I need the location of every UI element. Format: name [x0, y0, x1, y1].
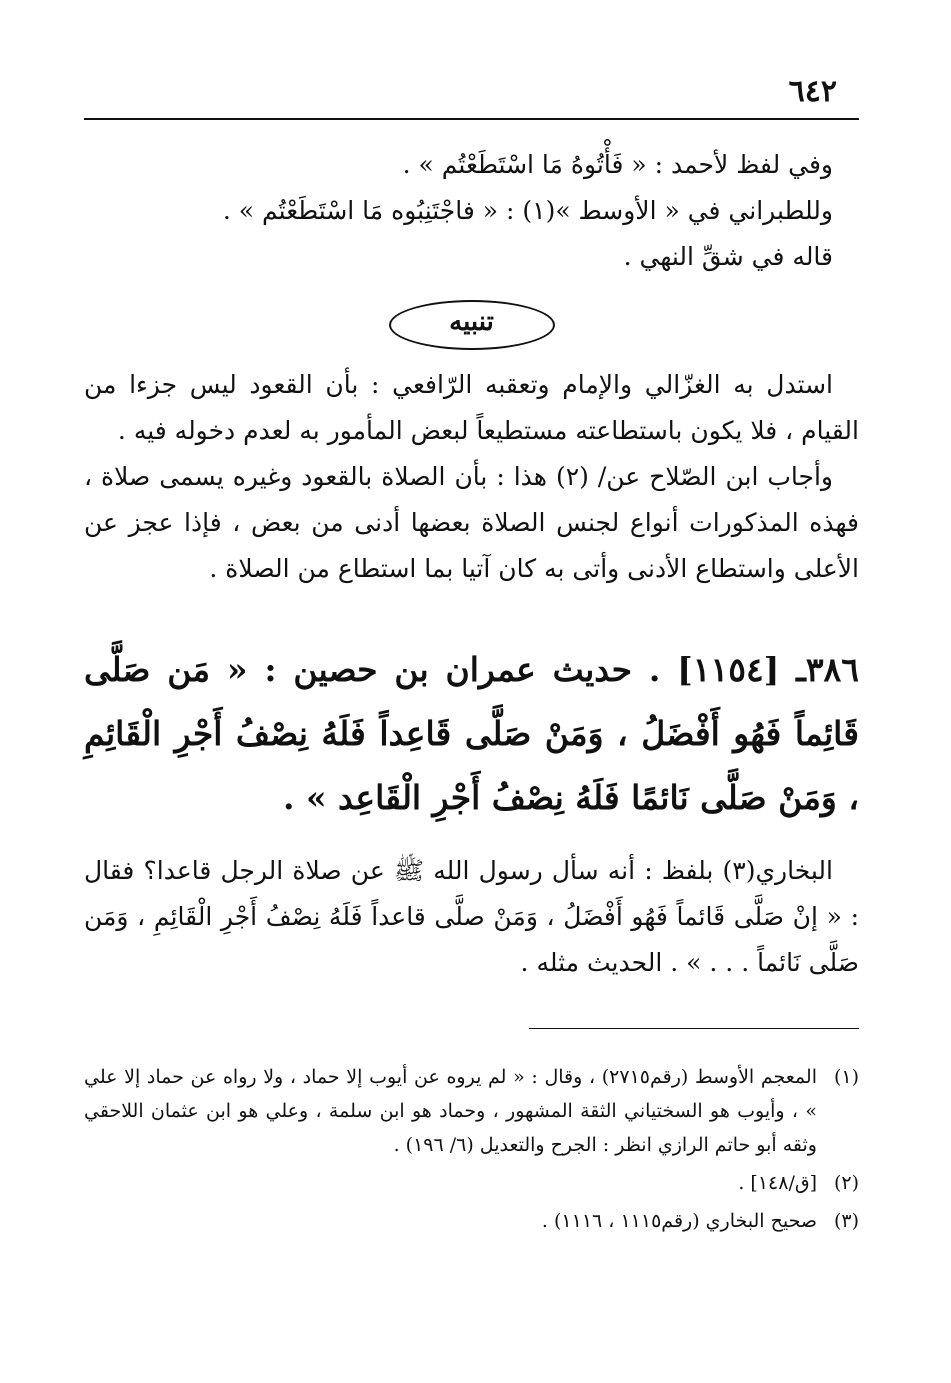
paragraph-ahmad: وفي لفظ لأحمد : « فَأْتُوهُ مَا اسْتَطَعْتُم » . [402, 150, 833, 179]
footnote-item [84, 1204, 859, 1238]
paragraph-ghazali: استدل به الغزّالي والإمام وتعقبه الرّافعي : بأن القعود ليس جزءا من القيام ، فلا يكون باستطاعته مستطيعاً لبعض المأمور به لعدم دخوله فيه . [84, 370, 859, 445]
book-page [84, 60, 859, 1360]
paragraph-bukhari: البخاري(٣) بلفظ : أنه سأل رسول الله ﷺ عن صلاة الرجل قاعدا؟ فقال : « إنْ صَلَّى قَائماً فَهُو أَفْضَلُ ، وَمَنْ صلَّى قاعداً فَلَهُ نِصْفُ أَجْرِ الْقَائِمِ ، وَمَن صَلَّى نَائماً . . . » . الحديث مثله . [84, 856, 859, 977]
footnote-text: [ق/١٤٨] . [738, 1172, 817, 1194]
footnote-text: صحيح البخاري (رقم١١١٥ ، ١١١٦) . [541, 1210, 817, 1232]
paragraph-tabarani: وللطبراني في « الأوسط »(١) : « فاجْتَنِبُوه مَا اسْتَطَعْتُم » . [222, 196, 833, 225]
section-heading-wrapper [84, 300, 859, 350]
paragraph-ibn-salah: وأجاب ابن الصّلاح عن/ (٢) هذا : بأن الصلاة بالقعود وغيره يسمى صلاة ، فهذه المذكورات أنواع لجنس الصلاة بعضها أدنى من بعض ، فإذا عجز عن الأعلى واستطاع الأدنى وأتى به كان آتيا بما استطاع من الصلاة . [84, 462, 859, 583]
footnote-item [84, 1166, 859, 1200]
footnote-number: (٣) [833, 1210, 859, 1232]
header-rule [84, 118, 859, 120]
footnote-rule [529, 1028, 859, 1029]
top-text-block [84, 142, 859, 280]
footnote-number: (٢) [833, 1172, 859, 1194]
paragraph-nahy: قاله في شقِّ النهي . [623, 242, 833, 271]
bukhari-text-block [84, 848, 859, 986]
hadith-text: ٣٨٦ـ [١١٥٤] . حديث عمران بن حصين : « مَن صَلَّى قَائِماً فَهُو أَفْضَلُ ، وَمَنْ صَلَّى قَاعِداً فَلَهُ نِصْفُ أَجْرِ الْقَائِمِ ، وَمَنْ صَلَّى نَائمًا فَلَهُ نِصْفُ أَجْرِ الْقَاعِد » . [84, 650, 859, 817]
footnote-item [84, 1060, 859, 1162]
section-heading: تنبيه [389, 300, 555, 350]
footnotes-block [84, 1060, 859, 1242]
footnote-number: (١) [833, 1066, 859, 1088]
page-number: ٦٤٢ [788, 74, 837, 109]
footnote-text: المعجم الأوسط (رقم٢٧١٥) ، وقال : « لم يروه عن أيوب إلا حماد ، ولا رواه عن حماد إلا علي » ، وأيوب هو السختياني الثقة المشهور ، وحماد هو ابن سلمة ، وعلي هو ابن عثمان اللاحقي وثقه أبو حاتم الرازي انظر : الجرح والتعديل (٦/ ١٩٦) . [84, 1066, 817, 1156]
tanbih-text-block [84, 362, 859, 592]
